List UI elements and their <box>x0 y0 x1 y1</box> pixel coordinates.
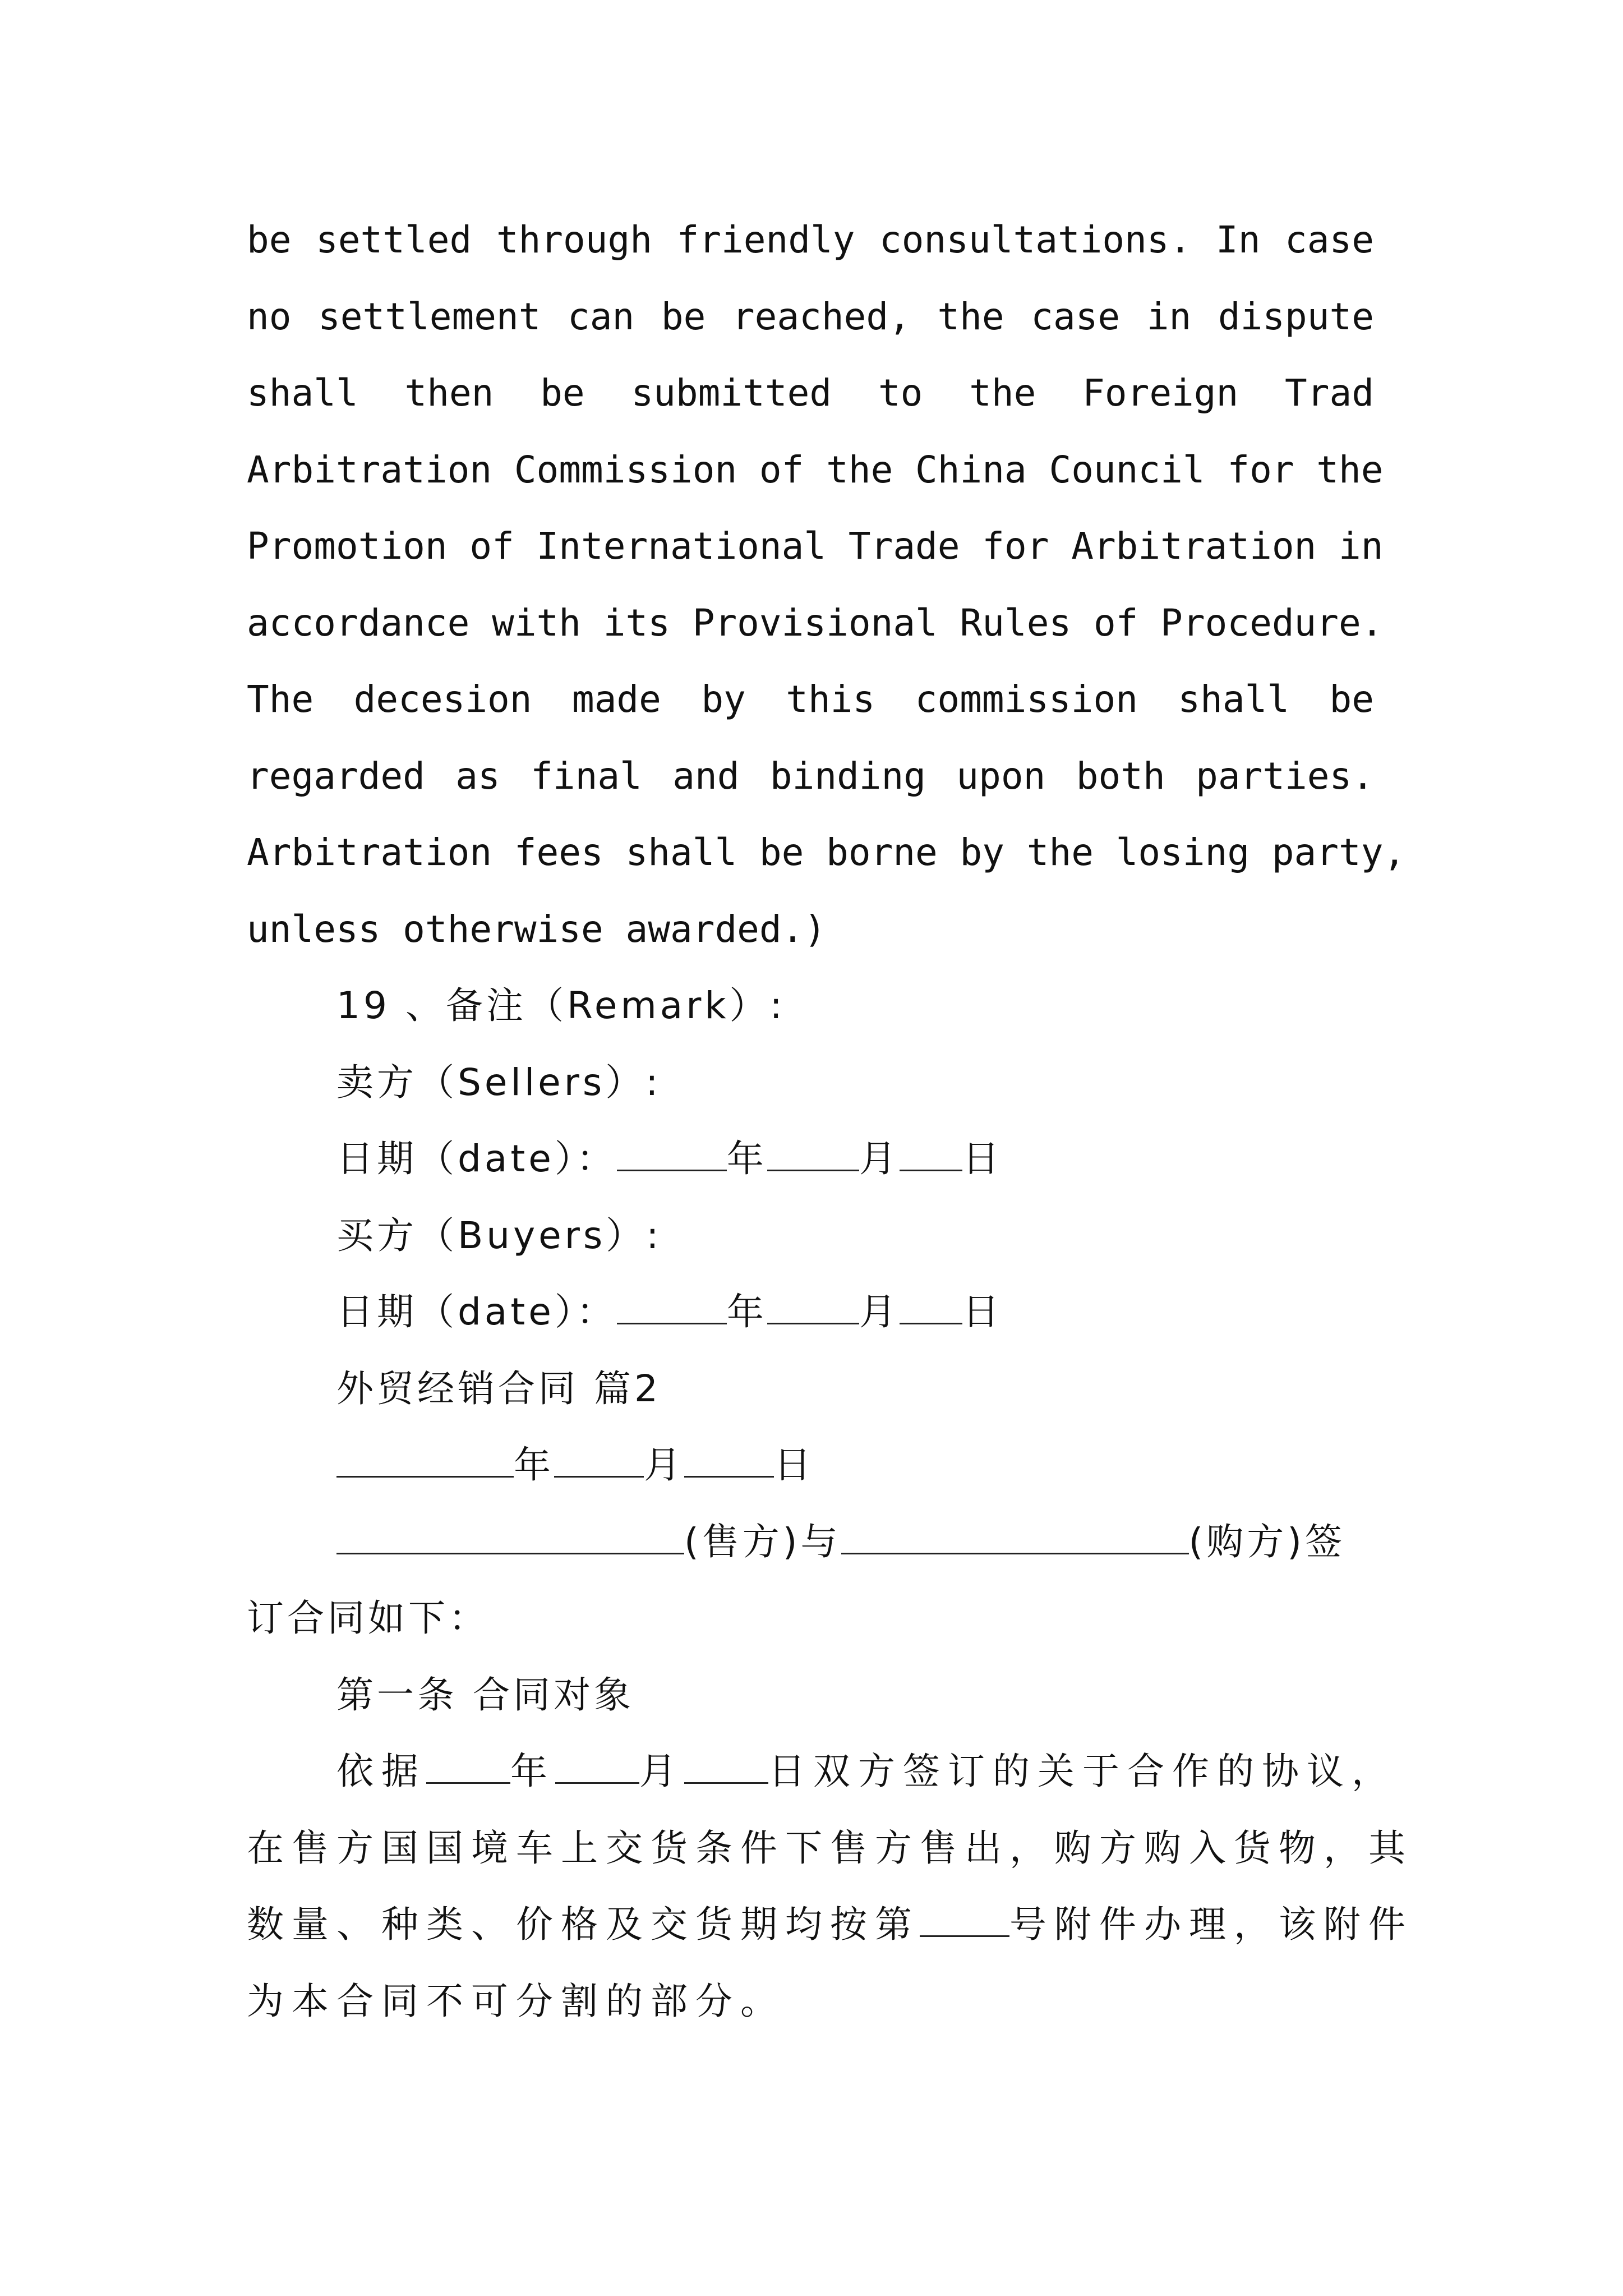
sellers-year-blank <box>617 1130 727 1171</box>
buyer-tag: (购方)签 <box>1188 1520 1345 1563</box>
article-paragraph-line: 为本合同不可分割的部分。 <box>247 1979 785 2023</box>
buyers-date-row <box>247 1274 1374 1351</box>
sellers-date-row <box>247 1121 1374 1198</box>
buyer-name-blank <box>841 1513 1189 1554</box>
seller-name-blank <box>336 1513 684 1554</box>
parties-row <box>247 1504 1374 1581</box>
year-char: 年 <box>510 1750 555 1793</box>
paragraph-line: no settlement can be reached, the case in dispute <box>247 295 1374 338</box>
contract-month-blank <box>554 1437 644 1478</box>
p1-day-blank <box>684 1743 768 1784</box>
month-char: 月 <box>644 1443 684 1487</box>
paragraph-line: be settled through friendly consultations. In case <box>247 218 1374 261</box>
paragraph-line: accordance with its Provisional Rules of Procedure. <box>247 601 1384 645</box>
document-body <box>247 202 1413 2040</box>
day-char: 日 <box>962 1137 1003 1180</box>
remark-label: 19 、备注（Remark）: <box>336 984 786 1027</box>
contract-date-row <box>247 1427 1374 1504</box>
paragraph-line: The decesion made by this commission shall be <box>247 678 1374 721</box>
buyers-month-blank <box>767 1283 859 1324</box>
p1-line3-suffix: 号附件办理，该附件 <box>1009 1903 1413 1946</box>
agreement-end: 订合同如下： <box>247 1596 489 1640</box>
year-char: 年 <box>514 1443 554 1487</box>
paragraph-line: Arbitration fees shall be borne by the losing party, <box>247 831 1406 874</box>
paragraph-line: unless otherwise awarded.) <box>247 907 827 951</box>
paragraph-line: Promotion of International Trade for Arbitration in <box>247 524 1384 568</box>
paragraph-line: regarded as final and binding upon both parties. <box>247 754 1374 798</box>
article-paragraph-line <box>247 1887 1413 1963</box>
p1-prefix: 依据 <box>336 1750 426 1793</box>
sellers-label: 卖方（Sellers）: <box>336 1060 662 1104</box>
buyers-day-blank <box>900 1283 962 1324</box>
day-char: 日 <box>774 1443 814 1487</box>
buyers-date-label: 日期（date）： <box>336 1290 617 1333</box>
sellers-date-label: 日期（date）： <box>336 1137 617 1180</box>
p1-year-blank <box>426 1743 510 1784</box>
contract-year-blank <box>336 1437 514 1478</box>
buyers-label: 买方（Buyers）: <box>336 1213 662 1257</box>
p1-line3-prefix: 数量、种类、价格及交货期均按第 <box>247 1903 920 1946</box>
article-title: 第一条 合同对象 <box>336 1673 634 1717</box>
day-char: 日 <box>962 1290 1003 1333</box>
section-title: 外贸经销合同 篇2 <box>336 1366 661 1410</box>
year-char: 年 <box>726 1137 767 1180</box>
contract-day-blank <box>684 1437 774 1478</box>
month-char: 月 <box>859 1137 900 1180</box>
article-paragraph-line: 在售方国国境车上交货条件下售方售出，购方购入货物，其 <box>247 1826 1413 1870</box>
paragraph-line: shall then be submitted to the Foreign Trad <box>247 371 1374 415</box>
sellers-day-blank <box>900 1130 962 1171</box>
p1-month-blank <box>555 1743 639 1784</box>
month-char: 月 <box>639 1750 684 1793</box>
annex-number-blank <box>920 1896 1009 1937</box>
buyers-year-blank <box>617 1283 727 1324</box>
sellers-month-blank <box>767 1130 859 1171</box>
article-paragraph-line <box>247 1733 1396 1810</box>
seller-tag: (售方)与 <box>684 1520 841 1563</box>
month-char: 月 <box>859 1290 900 1333</box>
paragraph-line: Arbitration Commission of the China Council for the <box>247 448 1384 491</box>
year-char: 年 <box>726 1290 767 1333</box>
p1-suffix: 日双方签订的关于合作的协议， <box>768 1750 1396 1793</box>
